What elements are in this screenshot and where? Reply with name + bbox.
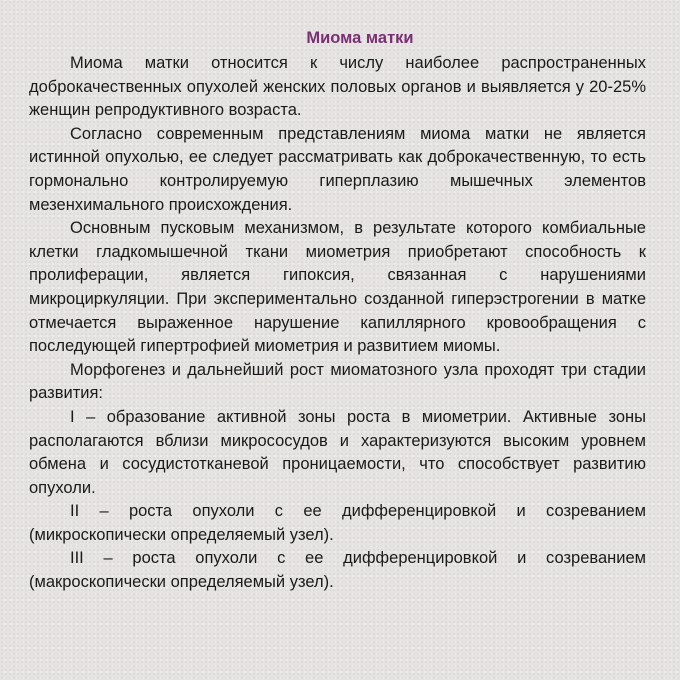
- paragraph-intro: Миома матки относится к числу наиболее распространенных доброкачественных опухолей женских половых органов и выявляется у 20-25% женщин репродуктивного возраста.: [29, 54, 646, 120]
- paragraph-stage-3: III – роста опухоли с ее дифференцировкой и созреванием (макроскопически определяемый узел).: [29, 549, 646, 592]
- paragraph-stage-2: II – роста опухоли с ее дифференцировкой и созреванием (микроскопически определяемый узел).: [29, 502, 646, 544]
- paragraph-mechanism: Основным пусковым механизмом, в результате которого комбиальные клетки гладкомышечной ткани миометрия приобретают способность к пролиферации, является гипоксия, связанная с нарушениями микроциркуляции. При экспериментально созданной гиперэстрогении в матке отмечается выраженное нарушение капиллярного кровообращения с последующей гипертрофией миометрия и развитием миомы.: [29, 219, 646, 356]
- paragraph-definition: Согласно современным представлениям миома матки не является истинной опухолью, ее следует рассматривать как доброкачественную, то есть гормонально контролируемую гиперплазию мышечных элементов мезенхимального происхождения.: [29, 124, 646, 214]
- paragraph-stage-1: I – образование активной зоны роста в миометрии. Активные зоны располагаются вблизи микрососудов и характеризуются высоким уровнем обмена и сосудистотканевой проницаемости, что способствует развитию опухоли.: [29, 407, 646, 497]
- slide-body: [29, 52, 646, 595]
- slide-title: Миома матки: [306, 29, 414, 47]
- paragraph-morphogenesis: Морфогенез и дальнейший рост миоматозного узла проходят три стадии развития:: [29, 360, 646, 403]
